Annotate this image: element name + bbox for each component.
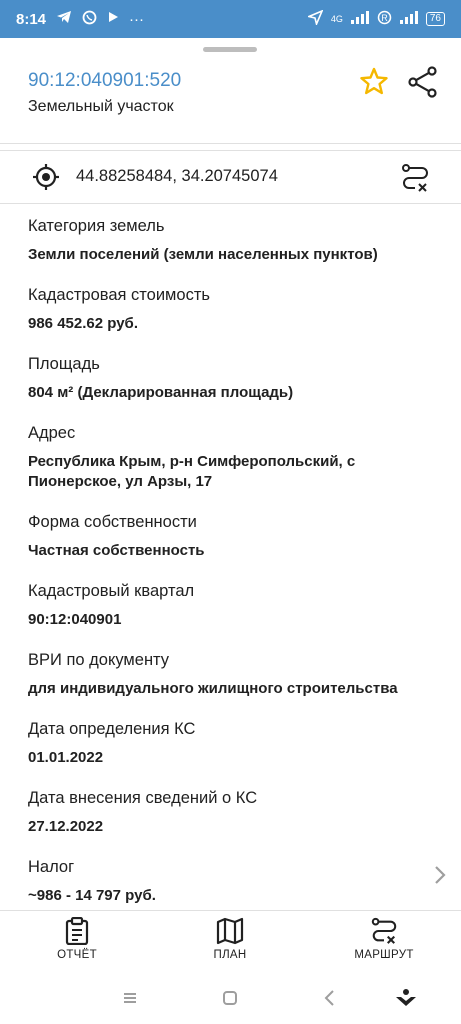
field-label: Дата определения КС bbox=[28, 720, 196, 738]
field-value: ~986 - 14 797 руб. bbox=[28, 887, 156, 904]
field-label: Категория земель bbox=[28, 217, 165, 235]
field-label: Форма собственности bbox=[28, 513, 197, 531]
field-label: Кадастровый квартал bbox=[28, 582, 195, 600]
tab-report-label: ОТЧЁТ bbox=[57, 949, 97, 961]
field-value: 986 452.62 руб. bbox=[28, 315, 138, 332]
back-icon[interactable] bbox=[318, 986, 342, 1010]
home-icon[interactable] bbox=[218, 986, 242, 1010]
battery-indicator: 76 bbox=[426, 12, 445, 26]
field-label: Дата внесения сведений о КС bbox=[28, 789, 258, 807]
field-value: 90:12:040901 bbox=[28, 611, 122, 628]
field-value: для индивидуального жилищного строительства bbox=[28, 680, 398, 697]
svg-text:R: R bbox=[381, 12, 388, 23]
field-value: Частная собственность bbox=[28, 542, 205, 559]
field-label: Кадастровая стоимость bbox=[28, 286, 210, 304]
viber-icon bbox=[82, 10, 97, 29]
tab-report[interactable] bbox=[27, 917, 127, 975]
field-label: Адрес bbox=[28, 424, 76, 442]
share-button[interactable] bbox=[406, 66, 440, 98]
tab-plan[interactable] bbox=[180, 917, 280, 975]
map-icon bbox=[216, 917, 244, 945]
more-notifications-icon: ··· bbox=[129, 10, 145, 28]
object-type: Земельный участок bbox=[28, 98, 174, 115]
field-entry-date bbox=[28, 788, 438, 837]
route-clear-icon[interactable] bbox=[400, 163, 430, 193]
chevron-right-icon[interactable] bbox=[432, 863, 448, 887]
field-value: 804 м² (Декларированная площадь) bbox=[28, 384, 294, 401]
field-label: ВРИ по документу bbox=[28, 651, 170, 669]
status-bar bbox=[0, 0, 461, 38]
field-label: Налог bbox=[28, 858, 75, 876]
field-value: Республика Крым, р-н Симферопольский, с Пионерское, ул Арзы, 17 bbox=[28, 453, 356, 490]
location-arrow-icon bbox=[308, 10, 323, 29]
tab-route[interactable] bbox=[334, 917, 434, 975]
field-land-category bbox=[28, 216, 438, 265]
signal-icon-2 bbox=[400, 10, 418, 28]
clipboard-icon bbox=[64, 917, 90, 945]
field-value: 27.12.2022 bbox=[28, 818, 104, 835]
field-valuation-date bbox=[28, 719, 438, 768]
coordinates-text[interactable]: 44.88258484, 34.20745074 bbox=[76, 167, 278, 185]
signal-icon bbox=[351, 10, 369, 28]
network-type: 4G bbox=[330, 14, 343, 24]
telegram-icon bbox=[56, 10, 72, 28]
field-ownership bbox=[28, 512, 438, 561]
registered-icon bbox=[377, 10, 392, 29]
bottom-action-bar bbox=[0, 910, 461, 974]
favorite-button[interactable] bbox=[358, 66, 390, 98]
share-icon bbox=[406, 66, 440, 98]
system-nav-bar bbox=[0, 974, 461, 1024]
field-value: 01.01.2022 bbox=[28, 749, 104, 766]
tab-plan-label: ПЛАН bbox=[213, 949, 247, 961]
star-icon bbox=[358, 66, 390, 98]
object-details-sheet bbox=[0, 38, 461, 914]
field-cadastral-value bbox=[28, 285, 438, 334]
gps-target-icon bbox=[32, 163, 60, 191]
field-value: Земли поселений (земли населенных пунктов) bbox=[28, 246, 378, 263]
cadastral-number: 90:12:040901:520 bbox=[28, 70, 182, 91]
coordinates-row[interactable] bbox=[0, 150, 461, 204]
status-time: 8:14 bbox=[16, 10, 47, 28]
tab-route-label: МАРШРУТ bbox=[354, 949, 414, 961]
field-label: Площадь bbox=[28, 355, 100, 373]
route-clear-icon bbox=[370, 917, 398, 945]
assistant-icon[interactable] bbox=[394, 986, 418, 1010]
field-area bbox=[28, 354, 438, 403]
field-cadastral-quarter bbox=[28, 581, 438, 630]
drag-handle[interactable] bbox=[203, 47, 257, 52]
field-address bbox=[28, 423, 438, 492]
menu-icon[interactable] bbox=[118, 986, 142, 1010]
field-tax[interactable] bbox=[28, 857, 438, 906]
play-icon bbox=[107, 10, 119, 28]
object-header bbox=[0, 62, 461, 144]
field-permitted-use bbox=[28, 650, 438, 699]
